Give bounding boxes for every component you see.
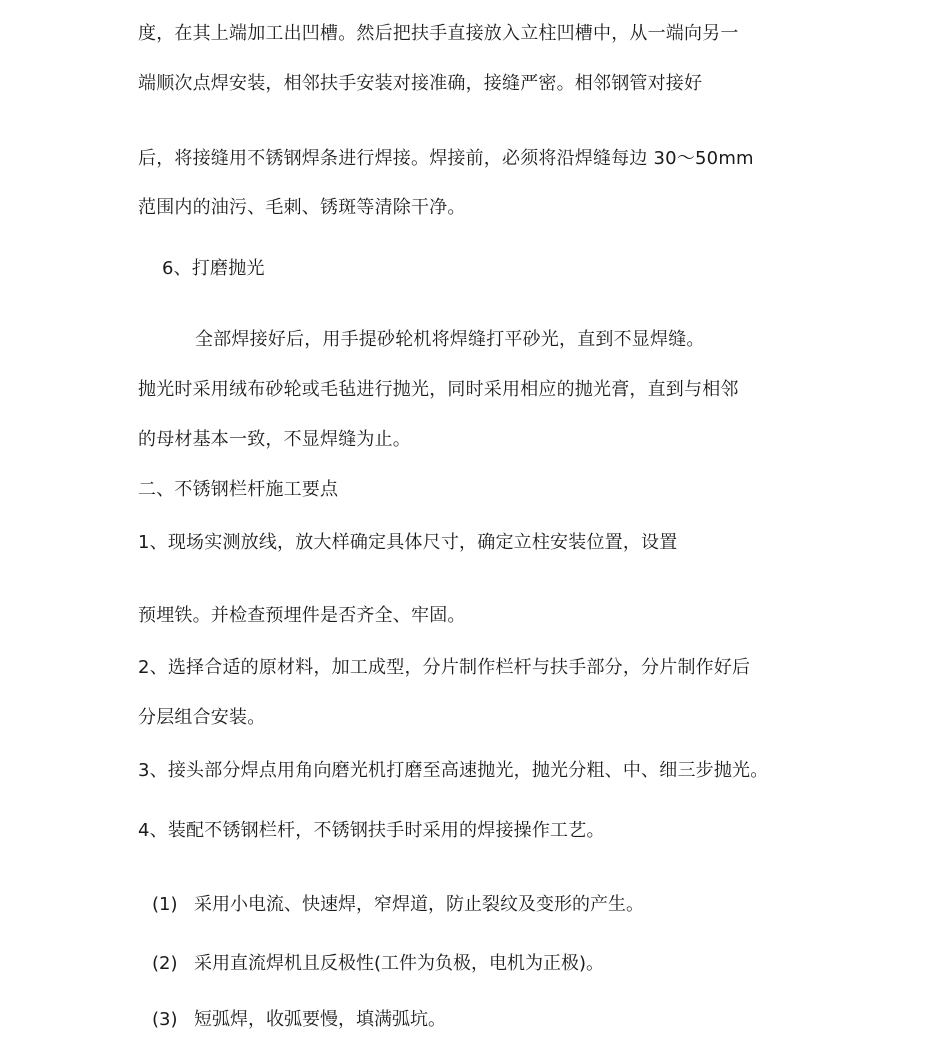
paragraph-line: 后，将接缝用不锈钢焊条进行焊接。焊接前，必须将沿焊缝每边 30〜50mm bbox=[138, 148, 754, 169]
paragraph-line: 度，在其上端加工出凹槽。然后把扶手直接放入立柱凹槽中，从一端向另一 bbox=[138, 23, 739, 44]
paragraph-line: 端顺次点焊安装，相邻扶手安装对接准确，接缝严密。相邻钢管对接好 bbox=[138, 73, 703, 94]
paragraph-line: 的母材基本一致，不显焊缝为止。 bbox=[138, 429, 411, 450]
paragraph-line: 2、选择合适的原材料，加工成型，分片制作栏杆与扶手部分，分片制作好后 bbox=[138, 657, 751, 678]
list-item-number: (2) bbox=[152, 953, 178, 974]
list-item-number: (3) bbox=[152, 1009, 178, 1030]
list-item-text: 短弧焊，收弧要慢，填满弧坑。 bbox=[194, 1009, 446, 1030]
paragraph-line: 预埋铁。并检查预埋件是否齐全、牢固。 bbox=[138, 605, 466, 626]
list-item-text: 采用直流焊机且反极性(工件为负极，电机为正极)。 bbox=[194, 953, 605, 974]
paragraph-line: 范围内的油污、毛刺、锈斑等清除干净。 bbox=[138, 197, 466, 218]
paragraph-line: 3、接头部分焊点用角向磨光机打磨至高速抛光，抛光分粗、中、细三步抛光。 bbox=[138, 760, 769, 781]
list-item bbox=[152, 952, 604, 976]
paragraph-line: 全部焊接好后，用手提砂轮机将焊缝打平砂光，直到不显焊缝。 bbox=[195, 329, 705, 350]
list-item-number: (1) bbox=[152, 894, 178, 915]
paragraph-line: 抛光时采用绒布砂轮或毛毡进行抛光，同时采用相应的抛光膏，直到与相邻 bbox=[138, 379, 739, 400]
paragraph-line: 1、现场实测放线，放大样确定具体尺寸，确定立柱安装位置，设置 bbox=[138, 532, 678, 553]
section-heading: 二、不锈钢栏杆施工要点 bbox=[138, 479, 339, 500]
paragraph-line: 分层组合安装。 bbox=[138, 707, 266, 728]
list-item-text: 采用小电流、快速焊，窄焊道，防止裂纹及变形的产生。 bbox=[194, 894, 644, 915]
section-heading: 6、打磨抛光 bbox=[162, 258, 265, 279]
paragraph-line: 4、装配不锈钢栏杆，不锈钢扶手时采用的焊接操作工艺。 bbox=[138, 820, 605, 841]
list-item bbox=[152, 893, 644, 917]
list-item bbox=[152, 1008, 446, 1032]
